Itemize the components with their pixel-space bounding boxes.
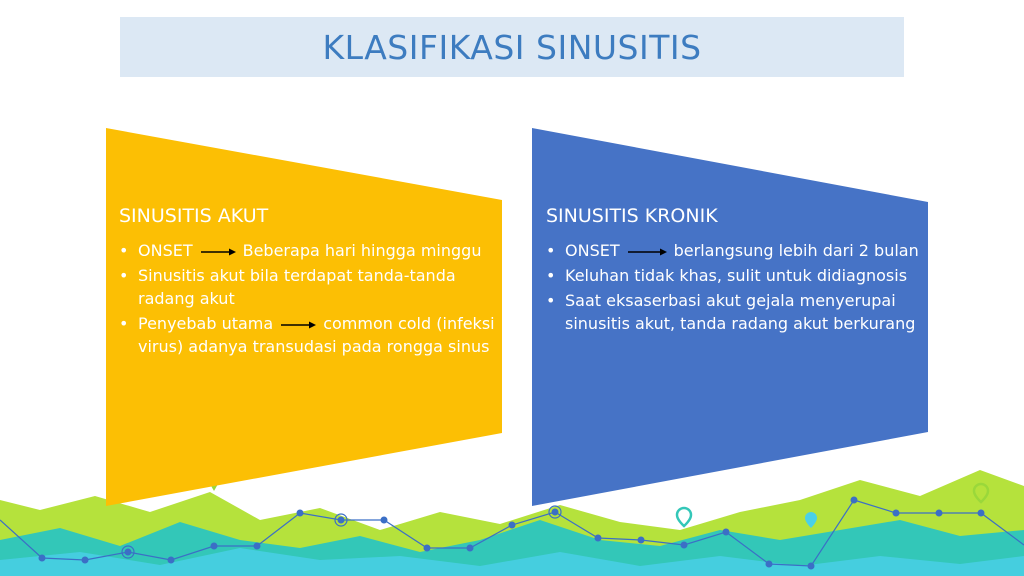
arrow-right-icon <box>201 247 237 257</box>
acute-panel <box>119 205 499 360</box>
acute-heading: SINUSITIS AKUT <box>119 205 269 227</box>
list-item: • ONSET berlangsung lebih dari 2 bulan <box>546 239 921 262</box>
list-item: • Saat eksaserbasi akut gejala menyerupai sinusitis akut, tanda radang akut berkurang <box>546 289 921 335</box>
page-title: KLASIFIKASI SINUSITIS <box>322 27 702 67</box>
chronic-panel <box>546 205 921 337</box>
title-bar <box>120 17 904 77</box>
arrow-right-icon <box>628 247 668 257</box>
chronic-heading: SINUSITIS KRONIK <box>546 205 718 227</box>
acute-list <box>119 239 499 358</box>
map-pin-icon <box>677 508 691 526</box>
chronic-list <box>546 239 921 335</box>
list-item: • ONSET Beberapa hari hingga minggu <box>119 239 499 262</box>
list-item: • Keluhan tidak khas, sulit untuk didiagnosis <box>546 264 921 287</box>
list-item: • Sinusitis akut bila terdapat tanda-tanda radang akut <box>119 264 499 310</box>
list-item: • Penyebab utama common cold (infeksi virus) adanya transudasi pada rongga sinus <box>119 312 499 358</box>
arrow-right-icon <box>281 320 317 330</box>
